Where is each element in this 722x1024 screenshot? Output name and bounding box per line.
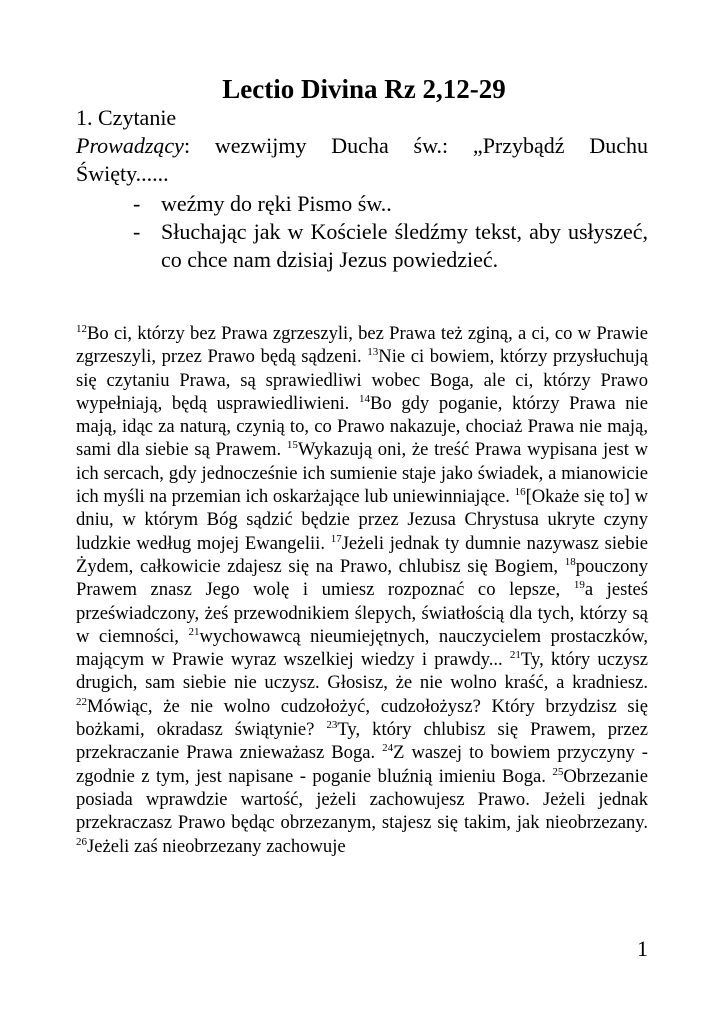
instruction-list — [76, 190, 648, 274]
verse-text: Nie ci bowiem, którzy przysłuchują się czytaniu Prawa, są sprawiedliwi wobec Boga, ale ci, którzy Prawo wypełniają, będą usprawiedliwieni. — [76, 346, 649, 414]
verse-text: Obrzezanie posiada wprawdzie wartość, jeżeli zachowujesz Prawo. Jeżeli jednak przekraczasz Prawo będąc obrzezanym, stajesz się takim, jak nieobrzezany. — [76, 765, 648, 834]
verse-text: pouczony Prawem znasz Jego wolę i umiesz rozpoznać co lepsze, — [76, 555, 648, 601]
verse-text: Bo ci, którzy bez Prawa zgrzeszyli, bez Prawa też zginą, a ci, co w Prawie zgrzeszyli, przez Prawo będą sądzeni. — [76, 323, 648, 368]
scripture-passage — [76, 322, 648, 858]
list-item — [76, 218, 648, 274]
list-item-text: weźmy do ręki Pismo św.. — [161, 191, 392, 216]
verse-text: a jesteś przeświadczony, żeś przewodnikiem ślepych, światłością dla tych, którzy są w ciemności, — [76, 579, 648, 647]
verse-number: 19 — [573, 579, 585, 592]
verse-text: Ty, który chlubisz się Prawem, przez przekraczanie Prawa znieważasz Boga. — [76, 719, 648, 764]
dash-marker: - — [133, 191, 141, 216]
verse-number: 23 — [326, 718, 338, 731]
verse-text: [Okaże się to] w dniu, w którym Bóg sądzić będzie przez Jezusa Chrystusa ukryte czyny ludzkie według mojej Ewangelii. — [76, 486, 649, 554]
verse-number: 17 — [330, 532, 342, 545]
lead-role: Prowadzący — [76, 133, 184, 158]
verse-number: 15 — [286, 439, 298, 452]
verse-text: Jeżeli zaś nieobrzezany zachowuje — [87, 835, 346, 857]
verse-number: 21 — [509, 648, 521, 661]
section-heading: 1. Czytanie — [76, 105, 177, 130]
verse-number: 25 — [552, 765, 564, 778]
page-title: Lectio Divina Rz 2,12-29 — [222, 74, 506, 104]
verse-text: Ty, który uczysz drugich, sam siebie nie uczysz. Głosisz, że nie wolno kraść, a kradniesz. — [76, 649, 648, 694]
verse-number: 22 — [76, 695, 87, 708]
verse-number: 18 — [564, 555, 576, 568]
verse-number: 21 — [188, 625, 200, 638]
lead-text: : wezwijmy Ducha św.: „Przybądź Duchu Święty...... — [76, 133, 648, 186]
verse-text: Mówiąc, że nie wolno cudzołożyć, cudzołożysz? Który brzydzisz się bożkami, okradasz świątynie? — [76, 695, 648, 741]
verse-text: Z waszej to bowiem przyczyny - zgodnie z tym, jest napisane - poganie bluźnią imieniu Boga. — [76, 742, 649, 787]
verse-number: 26 — [76, 835, 87, 848]
verse-text: Wykazują oni, że treść Prawa wypisana jest w ich sercach, gdy jednocześnie ich sumienie staje jako świadek, a mianowicie ich myśli na przemian ich oskarżające lub uniewinniające. — [76, 439, 648, 508]
page-number: 1 — [637, 936, 648, 961]
verse-number: 12 — [76, 322, 87, 335]
verse-number: 24 — [382, 742, 394, 755]
dash-marker: - — [133, 219, 141, 244]
list-item — [76, 190, 648, 218]
verse-number: 13 — [367, 346, 379, 359]
list-item-text: Słuchając jak w Kościele śledźmy tekst, aby usłyszeć, co chce nam dzisiaj Jezus powiedzieć. — [161, 219, 648, 272]
verse-number: 16 — [514, 485, 526, 498]
verse-text: wychowawcą nieumiejętnych, nauczycielem prostaczków, mającym w Prawie wyraz wszelkiej wiedzy i prawdy... — [76, 625, 648, 671]
verse-number: 14 — [358, 392, 370, 405]
verse-text: Bo gdy poganie, którzy Prawa nie mają, idąc za naturą, czynią to, co Prawo nakazuje, chociaż Prawa nie mają, sami dla siebie są Prawem. — [76, 392, 648, 461]
lead-paragraph — [76, 132, 648, 188]
verse-text: Jeżeli jednak ty dumnie nazywasz siebie Żydem, całkowicie zdajesz się na Prawo, chlubisz się Bogiem, — [76, 532, 648, 577]
